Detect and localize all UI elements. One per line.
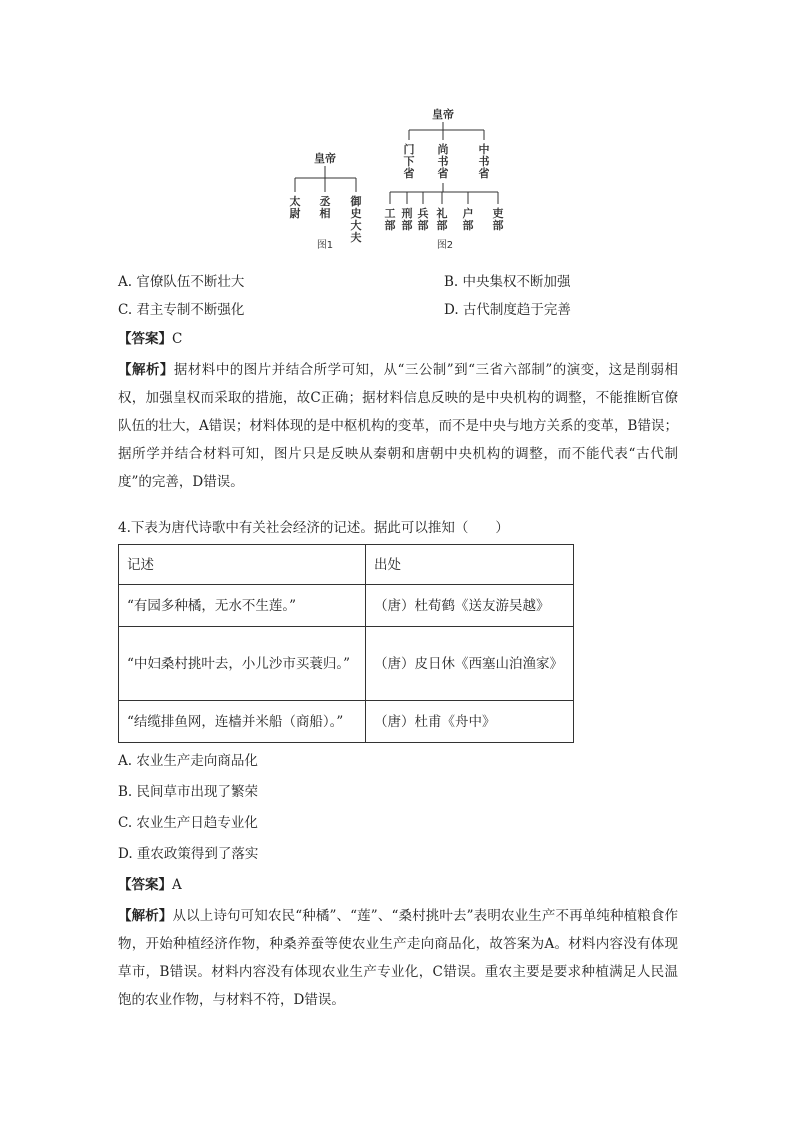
table-cell: （唐）杜荀鹤《送友游吴越》 bbox=[366, 585, 574, 627]
table-row bbox=[119, 627, 574, 701]
fig2-level3-6: 吏部 bbox=[492, 207, 504, 232]
q4-table bbox=[118, 544, 574, 743]
table-header-row bbox=[119, 545, 574, 585]
fig1-child-3: 御史大夫 bbox=[350, 195, 362, 244]
table-cell: “中妇桑村挑叶去，小儿沙市买蓑归。” bbox=[119, 627, 366, 701]
fig1-root: 皇帝 bbox=[314, 152, 336, 165]
fig2-level2-2: 尚书省 bbox=[437, 143, 449, 180]
fig2-level2-1: 门下省 bbox=[403, 143, 415, 180]
q3-answer-value: C bbox=[172, 331, 183, 347]
fig2-caption: 图2 bbox=[436, 240, 454, 251]
fig2-level3-1: 工部 bbox=[384, 207, 396, 232]
table-header-cell: 记述 bbox=[119, 545, 366, 585]
q4-option-d: D. 重农政策得到了落实 bbox=[118, 846, 259, 862]
fig1-caption: 图1 bbox=[316, 240, 334, 251]
table-cell: “有园多种橘，无水不生莲。” bbox=[119, 585, 366, 627]
q3-analysis-text: 据材料中的图片并结合所学可知，从“三公制”到“三省六部制”的演变，这是削弱相权，加强皇权而采取的措施，故C正确；据材料信息反映的是中央机构的调整，不能推断官僚队伍的壮大，A错误；材料体现的是中枢机构的变革，而不是中央与地方关系的变革，B错误；据所学并结合材料可知，图片只是反映从秦朝和唐朝中央机构的调整，而不能代表“古代制度”的完善，D错误。 bbox=[118, 362, 679, 490]
table-cell: “结缆排鱼网，连樯并米船（商船）。” bbox=[119, 701, 366, 743]
fig2-level2-3: 中书省 bbox=[478, 143, 490, 180]
q4-analysis-text: 从以上诗句可知农民“种橘”、“莲”、“桑村挑叶去”表明农业生产不再单纯种植粮食作物，开始种植经济作物，种桑养蚕等使农业生产走向商品化，故答案为A。材料内容没有体现草市，B错误。材料内容没有体现农业生产专业化，C错误。重农主要是要求种植满足人民温饱的农业作物，与材料不符，D错误。 bbox=[118, 908, 678, 1008]
fig2-root: 皇帝 bbox=[432, 108, 454, 121]
table-cell: （唐）杜甫《舟中》 bbox=[366, 701, 574, 743]
q3-option-d: D. 古代制度趋于完善 bbox=[444, 302, 571, 318]
fig2-level3-3: 兵部 bbox=[417, 207, 429, 232]
q3-analysis bbox=[118, 356, 678, 496]
org-chart-svg bbox=[280, 100, 530, 260]
q3-analysis-label: 【解析】 bbox=[118, 362, 174, 378]
q3-option-c: C. 君主专制不断强化 bbox=[118, 302, 245, 318]
q4-answer-label: 【答案】 bbox=[118, 877, 172, 893]
q4-answer-value: A bbox=[172, 877, 182, 893]
q3-option-b: B. 中央集权不断加强 bbox=[444, 274, 571, 290]
org-chart-figure bbox=[280, 100, 530, 260]
q3-answer-label: 【答案】 bbox=[118, 331, 172, 347]
table-row bbox=[119, 585, 574, 627]
q4-analysis-label: 【解析】 bbox=[118, 908, 173, 924]
fig2-level3-4: 礼部 bbox=[436, 207, 448, 232]
table-cell: （唐）皮日休《西塞山泊渔家》 bbox=[366, 627, 574, 701]
fig1-child-2: 丞相 bbox=[319, 195, 331, 220]
fig1-child-1: 太尉 bbox=[289, 195, 301, 220]
table-header-cell: 出处 bbox=[366, 545, 574, 585]
q4-option-a: A. 农业生产走向商品化 bbox=[118, 753, 258, 769]
fig2-level3-5: 户部 bbox=[462, 207, 474, 232]
q3-answer bbox=[118, 329, 182, 349]
q3-option-a: A. 官僚队伍不断壮大 bbox=[118, 274, 245, 290]
q4-option-c: C. 农业生产日趋专业化 bbox=[118, 815, 258, 831]
q4-stem: 4.下表为唐代诗歌中有关社会经济的记述。据此可以推知（ ） bbox=[118, 520, 509, 536]
table-row bbox=[119, 701, 574, 743]
q4-analysis bbox=[118, 902, 678, 1014]
fig2-level3-2: 刑部 bbox=[401, 207, 413, 232]
q4-answer bbox=[118, 875, 182, 895]
q4-option-b: B. 民间草市出现了繁荣 bbox=[118, 784, 259, 800]
